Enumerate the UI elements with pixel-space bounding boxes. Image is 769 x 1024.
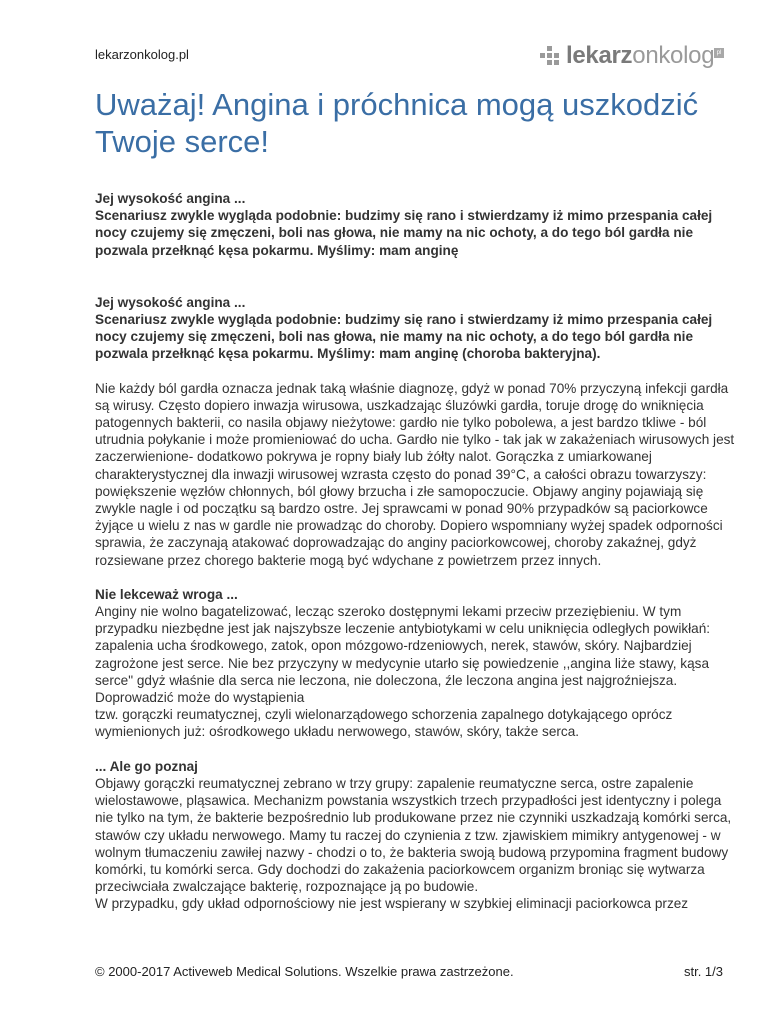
body-paragraph-1: Nie każdy ból gardła oznacza jednak taką właśnie diagnozę, gdyż w ponad 70% przyczyną infekcji gardła są wirusy. Często dopiero inwazja wirusowa, uszkadzając śluzówki gardła, toruje drogę do wniknięcia patogennych bakterii, co nasila objawy nieżytowe: gardło nie tylko pobolewa, a jest bardzo tkliwe - ból utrudnia połykanie i może promieniować do ucha. Gardło nie tylko - tak jak w zakażeniach wirusowych jest zaczerwienione- dodatkowo pokrywa je ropny biały lub żółty nalot. Gorączka z umiarkowanej charakterystycznej dla inwazji wirusowej wzrasta często do ponad 39°C, a całości obrazu towarzyszy: powiększenie węzłów chłonnych, ból głowy brzucha i złe samopoczucie. Objawy anginy pojawiają się zwykle nagle i od początku są bardzo ostre. Jej sprawcami w ponad 90% przypadków są paciorkowce żyjące u wielu z nas w gardle nie prowadząc do choroby. Dopiero wspomniany wyżej spadek odporności sprawia, że zaczynają atakować doprowadzając do anginy paciorkowcowej, choroby zakaźnej, gdyż rozsiewane przez chorego bakterie mogą być wdychane z powietrzem przez innych. xyxy=(95,380,735,568)
site-logo xyxy=(540,42,725,72)
lead-paragraph-2: Jej wysokość angina ... Scenariusz zwykle wygląda podobnie: budzimy się rano i stwierdzamy iż mimo przespania całej nocy czujemy się zmęczeni, boli nas głowa, nie mamy na nic ochoty, a do tego ból gardła nie pozwala przełknąć kęsa pokarmu. Myślimy: mam anginę (choroba bakteryjna). xyxy=(95,294,713,362)
body-paragraph-3: Objawy gorączki reumatycznej zebrano w trzy grupy: zapalenie reumatyczne serca, ostre zapalenie wielostawowe, pląsawica. Mechanizm powstania wszystkich trzech przypadłości jest identyczny i polega nie tylko na tym, że bakterie bezpośrednio lub produkowane przez nie czynniki uszkadzają komórki serca, stawów czy układu nerwowego. Mamy tu raczej do czynienia z tzw. zjawiskiem mimikry antygenowej - w wolnym tłumaczeniu zawiłej nazwy - chodzi o to, że bakteria swoją budową przypomina fragment budowy komórki, tu komórki serca. Gdy dochodzi do zakażenia paciorkowcem organizm broniąc się wytwarza przeciwciała zwalczające bakterię, rozpoznające ją po budowie. W przypadku, gdy układ odpornościowy nie jest wspierany w szybkiej eliminacji paciorkowca przez xyxy=(95,775,732,912)
article-title: Uważaj! Angina i próchnica mogą uszkodzić Twoje serce! xyxy=(95,87,699,159)
site-name: lekarzonkolog.pl xyxy=(95,47,189,62)
footer-copyright: © 2000-2017 Activeweb Medical Solutions. Wszelkie prawa zastrzeżone. xyxy=(95,964,514,979)
body-paragraph-2: Anginy nie wolno bagatelizować, lecząc szeroko dostępnymi lekami przeciw przeziębieniu. W tym przypadku niezbędne jest jak najszybsze leczenie antybiotykami w celu uniknięcia odległych powikłań: zapalenia ucha środkowego, zatok, opon mózgowo-rdzeniowych, nerek, stawów, skóry. Najbardziej zagrożone jest serce. Nie bez przyczyny w medycynie utarło się powiedzenie ,,angina liże stawy, kąsa serce" gdyż właśnie dla serca nie leczona, nie doleczona, źle leczona angina jest najgroźniejsza. Doprowadzić może do wystąpienia tzw. gorączki reumatycznej, czyli wielonarządowego schorzenia zapalnego dotykającego oprócz wymienionych już: ośrodkowego układu nerwowego, stawów, skóry, także serca. xyxy=(95,604,711,740)
page-number: str. 1/3 xyxy=(683,964,723,979)
section-heading-ale-go-poznaj: ... Ale go poznaj xyxy=(95,758,198,774)
lead-paragraph-1: Jej wysokość angina ... Scenariusz zwykle wygląda podobnie: budzimy się rano i stwierdzamy iż mimo przespania całej nocy czujemy się zmęczeni, boli nas głowa, nie mamy na nic ochoty, a do tego ból gardła nie pozwala przełknąć kęsa pokarmu. Myślimy: mam anginę xyxy=(95,191,713,258)
article-content xyxy=(95,190,735,930)
section-heading-nie-lekcewaz: Nie lekceważ wroga ... xyxy=(95,586,238,602)
logo-wordmark: lekarzonkolog xyxy=(566,42,715,69)
logo-badge: pl xyxy=(714,48,724,58)
